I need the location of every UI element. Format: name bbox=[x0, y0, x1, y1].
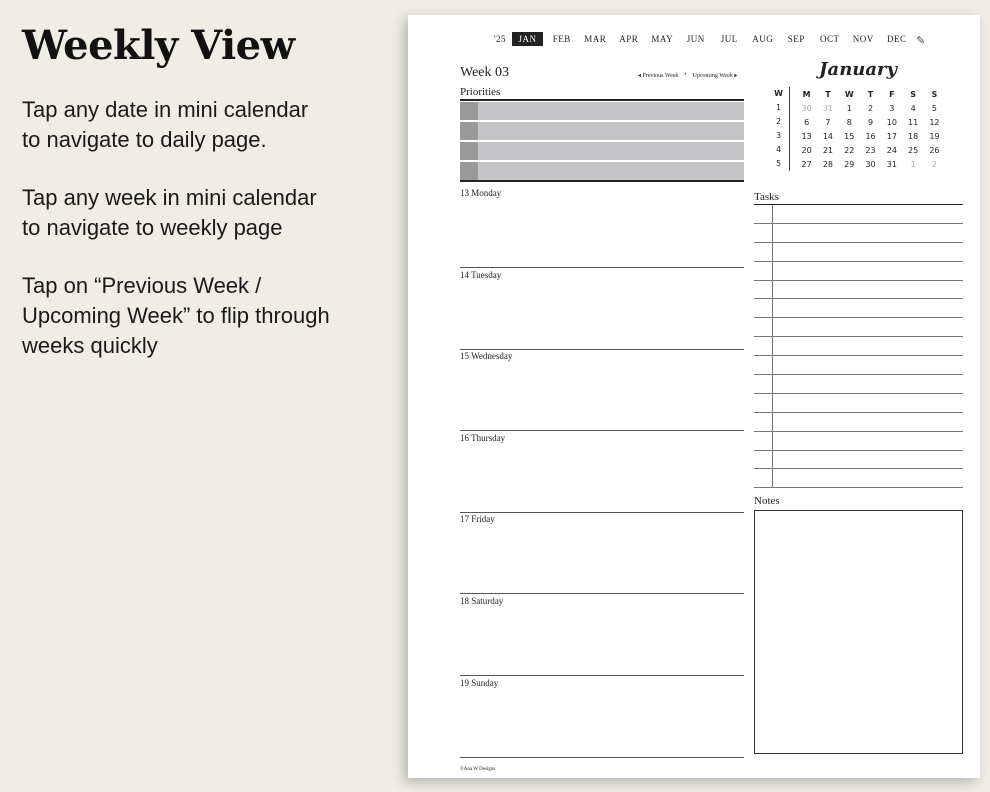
tip-3: Tap on “Previous Week / Upcoming Week” to flip through weeks quickly bbox=[22, 273, 330, 358]
task-line[interactable] bbox=[754, 281, 963, 300]
task-line[interactable] bbox=[754, 375, 963, 394]
pencil-icon[interactable]: ✎ bbox=[916, 35, 926, 47]
task-line[interactable] bbox=[754, 432, 963, 451]
month-tab-sep[interactable]: SEP bbox=[787, 34, 805, 44]
task-line[interactable] bbox=[754, 299, 963, 318]
calendar-week-row bbox=[768, 101, 945, 115]
week-number[interactable]: 3 bbox=[768, 129, 790, 143]
notes-label: Notes bbox=[754, 495, 780, 507]
previous-week-link[interactable]: ◂ Previous Week bbox=[638, 73, 679, 79]
calendar-date[interactable]: 20 bbox=[801, 145, 812, 155]
tasks-label: Tasks bbox=[754, 191, 779, 203]
calendar-date[interactable]: 3 bbox=[889, 103, 895, 113]
task-line[interactable] bbox=[754, 205, 963, 224]
calendar-header bbox=[768, 87, 945, 101]
task-line[interactable] bbox=[754, 413, 963, 432]
calendar-date[interactable]: 22 bbox=[844, 145, 855, 155]
task-line[interactable] bbox=[754, 451, 963, 470]
calendar-date[interactable]: 6 bbox=[804, 117, 810, 127]
calendar-date[interactable]: 19 bbox=[929, 131, 940, 141]
year-label[interactable]: '25 bbox=[493, 34, 507, 44]
calendar-date[interactable]: 31 bbox=[886, 159, 897, 169]
tasks-list bbox=[754, 204, 963, 488]
calendar-date[interactable]: 8 bbox=[846, 117, 852, 127]
weekday-header: W bbox=[844, 89, 854, 99]
calendar-date[interactable]: 29 bbox=[844, 159, 855, 169]
calendar-date[interactable]: 31 bbox=[822, 103, 834, 113]
calendar-date[interactable]: 9 bbox=[867, 117, 874, 127]
weekday-header: T bbox=[867, 89, 874, 99]
task-line[interactable] bbox=[754, 224, 963, 243]
calendar-date[interactable]: 14 bbox=[822, 131, 834, 141]
heading: Weekly View bbox=[22, 22, 295, 69]
month-tab-dec[interactable]: DEC bbox=[887, 34, 907, 44]
weekday-header: M bbox=[802, 89, 811, 99]
week-nav bbox=[638, 72, 737, 79]
month-tab-oct[interactable]: OCT bbox=[820, 34, 840, 44]
weekday-header: F bbox=[889, 89, 895, 99]
month-tab-jun[interactable]: JUN bbox=[686, 34, 705, 44]
calendar-date[interactable]: 28 bbox=[822, 159, 834, 169]
calendar-week-row bbox=[768, 115, 945, 129]
calendar-week-row bbox=[768, 129, 945, 143]
calendar-date[interactable]: 18 bbox=[908, 131, 919, 141]
priority-field[interactable] bbox=[460, 122, 744, 140]
calendar-date[interactable]: 17 bbox=[886, 131, 897, 141]
week-number[interactable]: 1 bbox=[768, 101, 790, 115]
month-tab-apr[interactable]: APR bbox=[619, 34, 639, 44]
priorities-label: Priorities bbox=[460, 86, 501, 98]
priority-field[interactable] bbox=[460, 102, 744, 120]
calendar-date[interactable]: 30 bbox=[801, 103, 812, 113]
calendar-date[interactable]: 2 bbox=[867, 103, 874, 113]
weekday-header: S bbox=[931, 89, 938, 99]
priorities-list bbox=[460, 99, 744, 182]
calendar-date[interactable]: 2 bbox=[931, 159, 937, 169]
calendar-date[interactable]: 1 bbox=[910, 159, 916, 169]
task-line[interactable] bbox=[754, 469, 963, 488]
calendar-date[interactable]: 16 bbox=[865, 131, 876, 141]
task-line[interactable] bbox=[754, 243, 963, 262]
calendar-date[interactable]: 7 bbox=[825, 117, 831, 127]
calendar-date[interactable]: 30 bbox=[865, 159, 876, 169]
week-number[interactable]: 5 bbox=[768, 157, 790, 171]
month-tabs bbox=[488, 32, 914, 46]
task-line[interactable] bbox=[754, 394, 963, 413]
calendar-date[interactable]: 1 bbox=[846, 103, 852, 113]
task-line[interactable] bbox=[754, 262, 963, 281]
priority-field[interactable] bbox=[460, 162, 744, 180]
calendar-date[interactable]: 25 bbox=[908, 145, 919, 155]
calendar-date[interactable]: 21 bbox=[822, 145, 834, 155]
task-line[interactable] bbox=[754, 318, 963, 337]
month-tab-may[interactable]: MAY bbox=[651, 34, 674, 44]
month-tab-mar[interactable]: MAR bbox=[584, 34, 607, 44]
priority-field[interactable] bbox=[460, 142, 744, 160]
month-tab-jan[interactable]: JAN bbox=[512, 32, 543, 46]
day-section[interactable]: 15 Wednesday bbox=[460, 349, 744, 431]
calendar-date[interactable]: 23 bbox=[865, 145, 876, 155]
calendar-date[interactable]: 4 bbox=[910, 103, 916, 113]
week-title: Week 03 bbox=[460, 65, 510, 80]
weekday-header: S bbox=[910, 89, 917, 99]
calendar-date[interactable]: 13 bbox=[801, 131, 812, 141]
notes-area[interactable] bbox=[754, 510, 963, 754]
calendar-date[interactable]: 10 bbox=[886, 117, 897, 127]
tip-2: Tap any week in mini calendar to navigate to weekly page bbox=[22, 185, 317, 240]
calendar-date[interactable]: 24 bbox=[886, 145, 897, 155]
day-section[interactable]: 13 Monday bbox=[460, 186, 744, 268]
footer-credit: ©Ana W Designs bbox=[460, 767, 496, 772]
info-panel bbox=[22, 22, 352, 389]
month-tab-nov[interactable]: NOV bbox=[852, 34, 874, 44]
calendar-date[interactable]: 5 bbox=[931, 103, 937, 113]
day-section[interactable]: 17 Friday bbox=[460, 512, 744, 594]
month-tab-feb[interactable]: FEB bbox=[552, 34, 571, 44]
upcoming-week-link[interactable]: Upcoming Week ▸ bbox=[692, 73, 738, 79]
day-section[interactable]: 16 Thursday bbox=[460, 431, 744, 513]
calendar-date[interactable]: 26 bbox=[929, 145, 940, 155]
mini-calendar bbox=[768, 87, 945, 171]
separator: • bbox=[684, 72, 687, 78]
planner-page bbox=[408, 15, 980, 778]
weekday-header: T bbox=[825, 89, 831, 99]
day-section[interactable]: 18 Saturday bbox=[460, 594, 744, 676]
calendar-date[interactable]: 12 bbox=[929, 117, 940, 127]
day-section[interactable]: 14 Tuesday bbox=[460, 268, 744, 350]
tip-1: Tap any date in mini calendar to navigate to daily page. bbox=[22, 97, 309, 152]
calendar-month-title: January bbox=[819, 59, 897, 80]
calendar-date[interactable]: 15 bbox=[844, 131, 855, 141]
weekday-header: W bbox=[768, 87, 790, 101]
task-line[interactable] bbox=[754, 337, 963, 356]
week-number[interactable]: 2 bbox=[768, 115, 790, 129]
calendar-week-row bbox=[768, 157, 945, 171]
month-tab-aug[interactable]: AUG bbox=[752, 34, 774, 44]
day-section[interactable]: 19 Sunday bbox=[460, 676, 744, 758]
calendar-date[interactable]: 27 bbox=[801, 159, 812, 169]
calendar-date[interactable]: 11 bbox=[908, 117, 919, 127]
calendar-week-row bbox=[768, 143, 945, 157]
month-tab-jul[interactable]: JUL bbox=[720, 34, 738, 44]
task-line[interactable] bbox=[754, 356, 963, 375]
week-number[interactable]: 4 bbox=[768, 143, 790, 157]
